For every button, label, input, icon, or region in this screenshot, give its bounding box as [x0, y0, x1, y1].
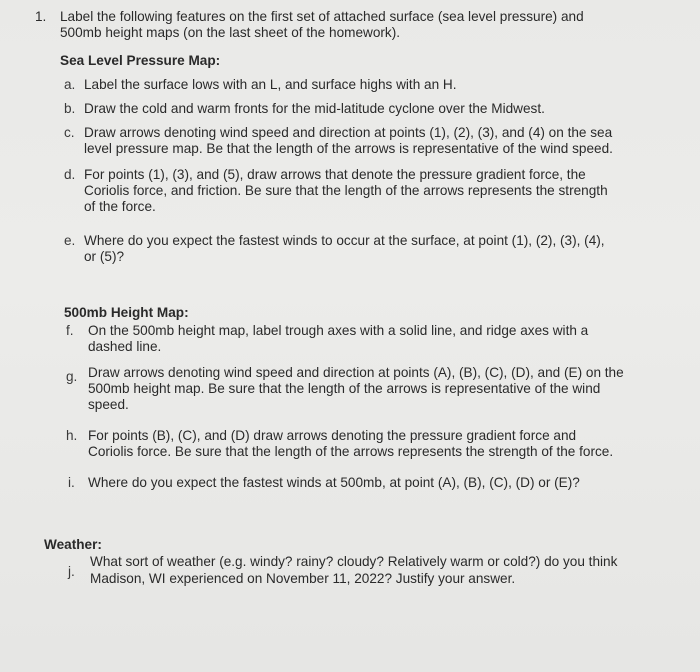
item-j-line-1: What sort of weather (e.g. windy? rainy? cloudy? Relatively warm or cold?) do you think: [90, 554, 618, 569]
item-b-line-1: Draw the cold and warm fronts for the mid-latitude cyclone over the Midwest.: [84, 101, 545, 116]
item-marker-c: c.: [64, 125, 75, 140]
height-map-heading: 500mb Height Map:: [64, 305, 189, 320]
item-a-line-1: Label the surface lows with an L, and surface highs with an H.: [84, 77, 457, 92]
item-marker-f: f.: [66, 323, 74, 338]
item-h-line-1: For points (B), (C), and (D) draw arrows denoting the pressure gradient force and: [88, 428, 577, 443]
item-marker-b: b.: [64, 101, 76, 116]
slp-heading: Sea Level Pressure Map:: [60, 53, 221, 68]
item-marker-e: e.: [64, 233, 76, 248]
item-marker-d: d.: [64, 167, 76, 182]
item-d-line-3: of the force.: [84, 199, 156, 214]
item-e-line-2: or (5)?: [84, 249, 125, 264]
item-marker-a: a.: [64, 77, 76, 92]
item-g-line-2: 500mb height map. Be sure that the length of the arrows is representative of the wind: [88, 381, 601, 396]
item-h-line-2: Coriolis force. Be sure that the length of the arrows represents the strength of the force.: [88, 444, 614, 459]
item-d-line-1: For points (1), (3), and (5), draw arrows that denote the pressure gradient force, the: [84, 167, 586, 182]
item-i-line-1: Where do you expect the fastest winds at 500mb, at point (A), (B), (C), (D) or (E)?: [88, 475, 580, 490]
item-f-line-2: dashed line.: [88, 339, 162, 354]
question-intro-line-1: Label the following features on the first set of attached surface (sea level pressure) and: [60, 9, 584, 24]
item-g-line-1: Draw arrows denoting wind speed and direction at points (A), (B), (C), (D), and (E) on the: [88, 365, 624, 380]
question-number: 1.: [35, 9, 47, 24]
item-d-line-2: Coriolis force, and friction. Be sure that the length of the arrows represents the strength: [84, 183, 608, 198]
item-c-line-2: level pressure map. Be that the length of the arrows is representative of the wind speed.: [84, 141, 613, 156]
question-intro-line-2: 500mb height maps (on the last sheet of the homework).: [60, 25, 401, 40]
item-c-line-1: Draw arrows denoting wind speed and direction at points (1), (2), (3), and (4) on the sea: [84, 125, 613, 140]
item-marker-j: j.: [68, 564, 75, 579]
item-j-line-2: Madison, WI experienced on November 11, 2022? Justify your answer.: [90, 571, 516, 586]
item-e-line-1: Where do you expect the fastest winds to occur at the surface, at point (1), (2), (3), (4),: [84, 233, 605, 248]
item-marker-g: g.: [66, 369, 78, 384]
weather-heading: Weather:: [44, 537, 102, 552]
item-f-line-1: On the 500mb height map, label trough axes with a solid line, and ridge axes with a: [88, 323, 589, 338]
item-g-line-3: speed.: [88, 397, 129, 412]
item-marker-i: i.: [68, 475, 75, 490]
item-marker-h: h.: [66, 428, 78, 443]
